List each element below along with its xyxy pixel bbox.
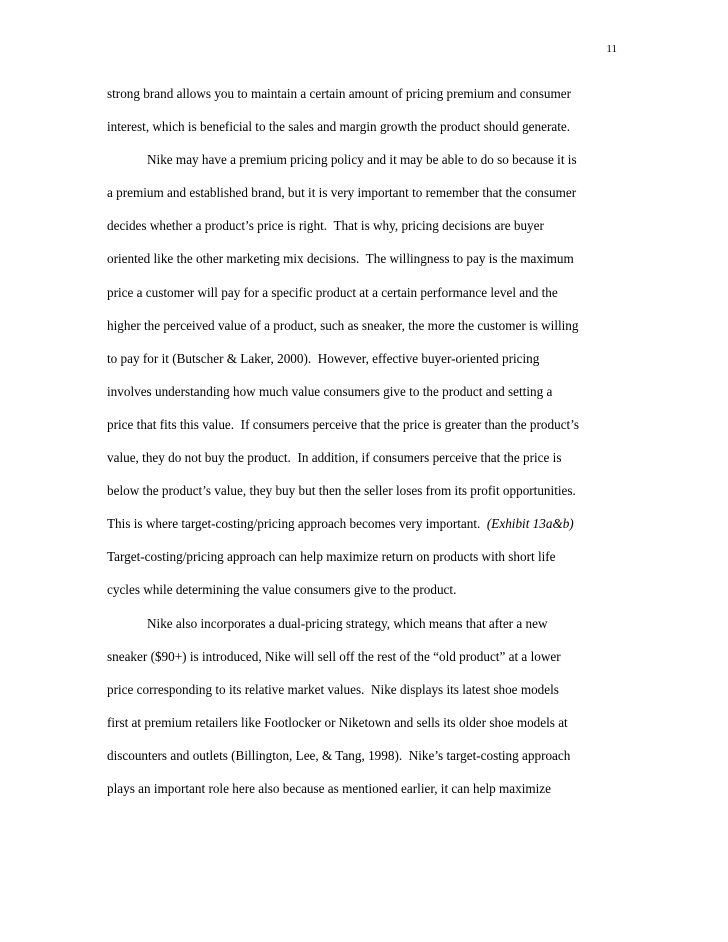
line-text: a premium and established brand, but it is very important to remember that the consumer: [107, 185, 577, 201]
line-text: cycles while determining the value consumers give to the product.: [107, 582, 457, 598]
text-line: [107, 547, 627, 580]
text-line: [107, 150, 627, 183]
text-line: [107, 647, 627, 680]
line-text: Nike also incorporates a dual-pricing strategy, which means that after a new: [147, 615, 548, 631]
text-line: [107, 216, 627, 249]
text-line: [107, 614, 627, 647]
line-text: price that fits this value. If consumers perceive that the price is greater than the product’s: [107, 416, 580, 432]
line-text: to pay for it (Butscher & Laker, 2000). However, effective buyer-oriented pricing: [107, 350, 540, 366]
text-line: [107, 448, 627, 481]
text-line: [107, 349, 627, 382]
text-line: [107, 249, 627, 282]
text-line: [107, 84, 627, 117]
line-text: plays an important role here also because as mentioned earlier, it can help maximize: [107, 780, 552, 796]
text-line: [107, 382, 627, 415]
text-line: [107, 283, 627, 316]
line-text: below the product’s value, they buy but then the seller loses from its profit opportunities.: [107, 483, 576, 499]
body-text: [107, 84, 627, 812]
page-number: 11: [606, 43, 617, 55]
line-text: involves understanding how much value consumers give to the product and setting a: [107, 383, 553, 399]
text-line: [107, 481, 627, 514]
text-line: [107, 316, 627, 349]
line-text: Target-costing/pricing approach can help maximize return on products with short life: [107, 549, 556, 565]
text-line: [107, 713, 627, 746]
line-text: strong brand allows you to maintain a certain amount of pricing premium and consumer: [107, 86, 572, 101]
text-line: [107, 779, 627, 812]
line-text: price a customer will pay for a specific product at a certain performance level and the: [107, 284, 558, 300]
line-text: value, they do not buy the product. In addition, if consumers perceive that the price is: [107, 450, 562, 466]
line-text: first at premium retailers like Footlocker or Niketown and sells its older shoe models at: [107, 714, 568, 730]
exhibit-reference: (Exhibit 13a&b): [486, 516, 574, 532]
text-line: [107, 514, 627, 547]
line-text: price corresponding to its relative market values. Nike displays its latest shoe models: [107, 681, 559, 697]
line-text: This is where target-costing/pricing approach becomes very important.: [107, 516, 487, 532]
line-text: Nike may have a premium pricing policy and it may be able to do so because it is: [147, 152, 577, 168]
line-text: oriented like the other marketing mix decisions. The willingness to pay is the maximum: [107, 251, 574, 267]
line-text: sneaker ($90+) is introduced, Nike will sell off the rest of the “old product” at a lower: [107, 648, 561, 664]
text-line: [107, 746, 627, 779]
text-line: [107, 415, 627, 448]
text-line: [107, 117, 627, 150]
text-line: [107, 183, 627, 216]
text-line: [107, 680, 627, 713]
line-text: discounters and outlets (Billington, Lee, & Tang, 1998). Nike’s target-costing approach: [107, 747, 571, 763]
line-text: interest, which is beneficial to the sales and margin growth the product should generate.: [107, 119, 571, 135]
text-line: [107, 580, 627, 613]
line-text: decides whether a product’s price is right. That is why, pricing decisions are buyer: [107, 218, 544, 234]
line-text: higher the perceived value of a product, such as sneaker, the more the customer is willing: [107, 317, 579, 333]
